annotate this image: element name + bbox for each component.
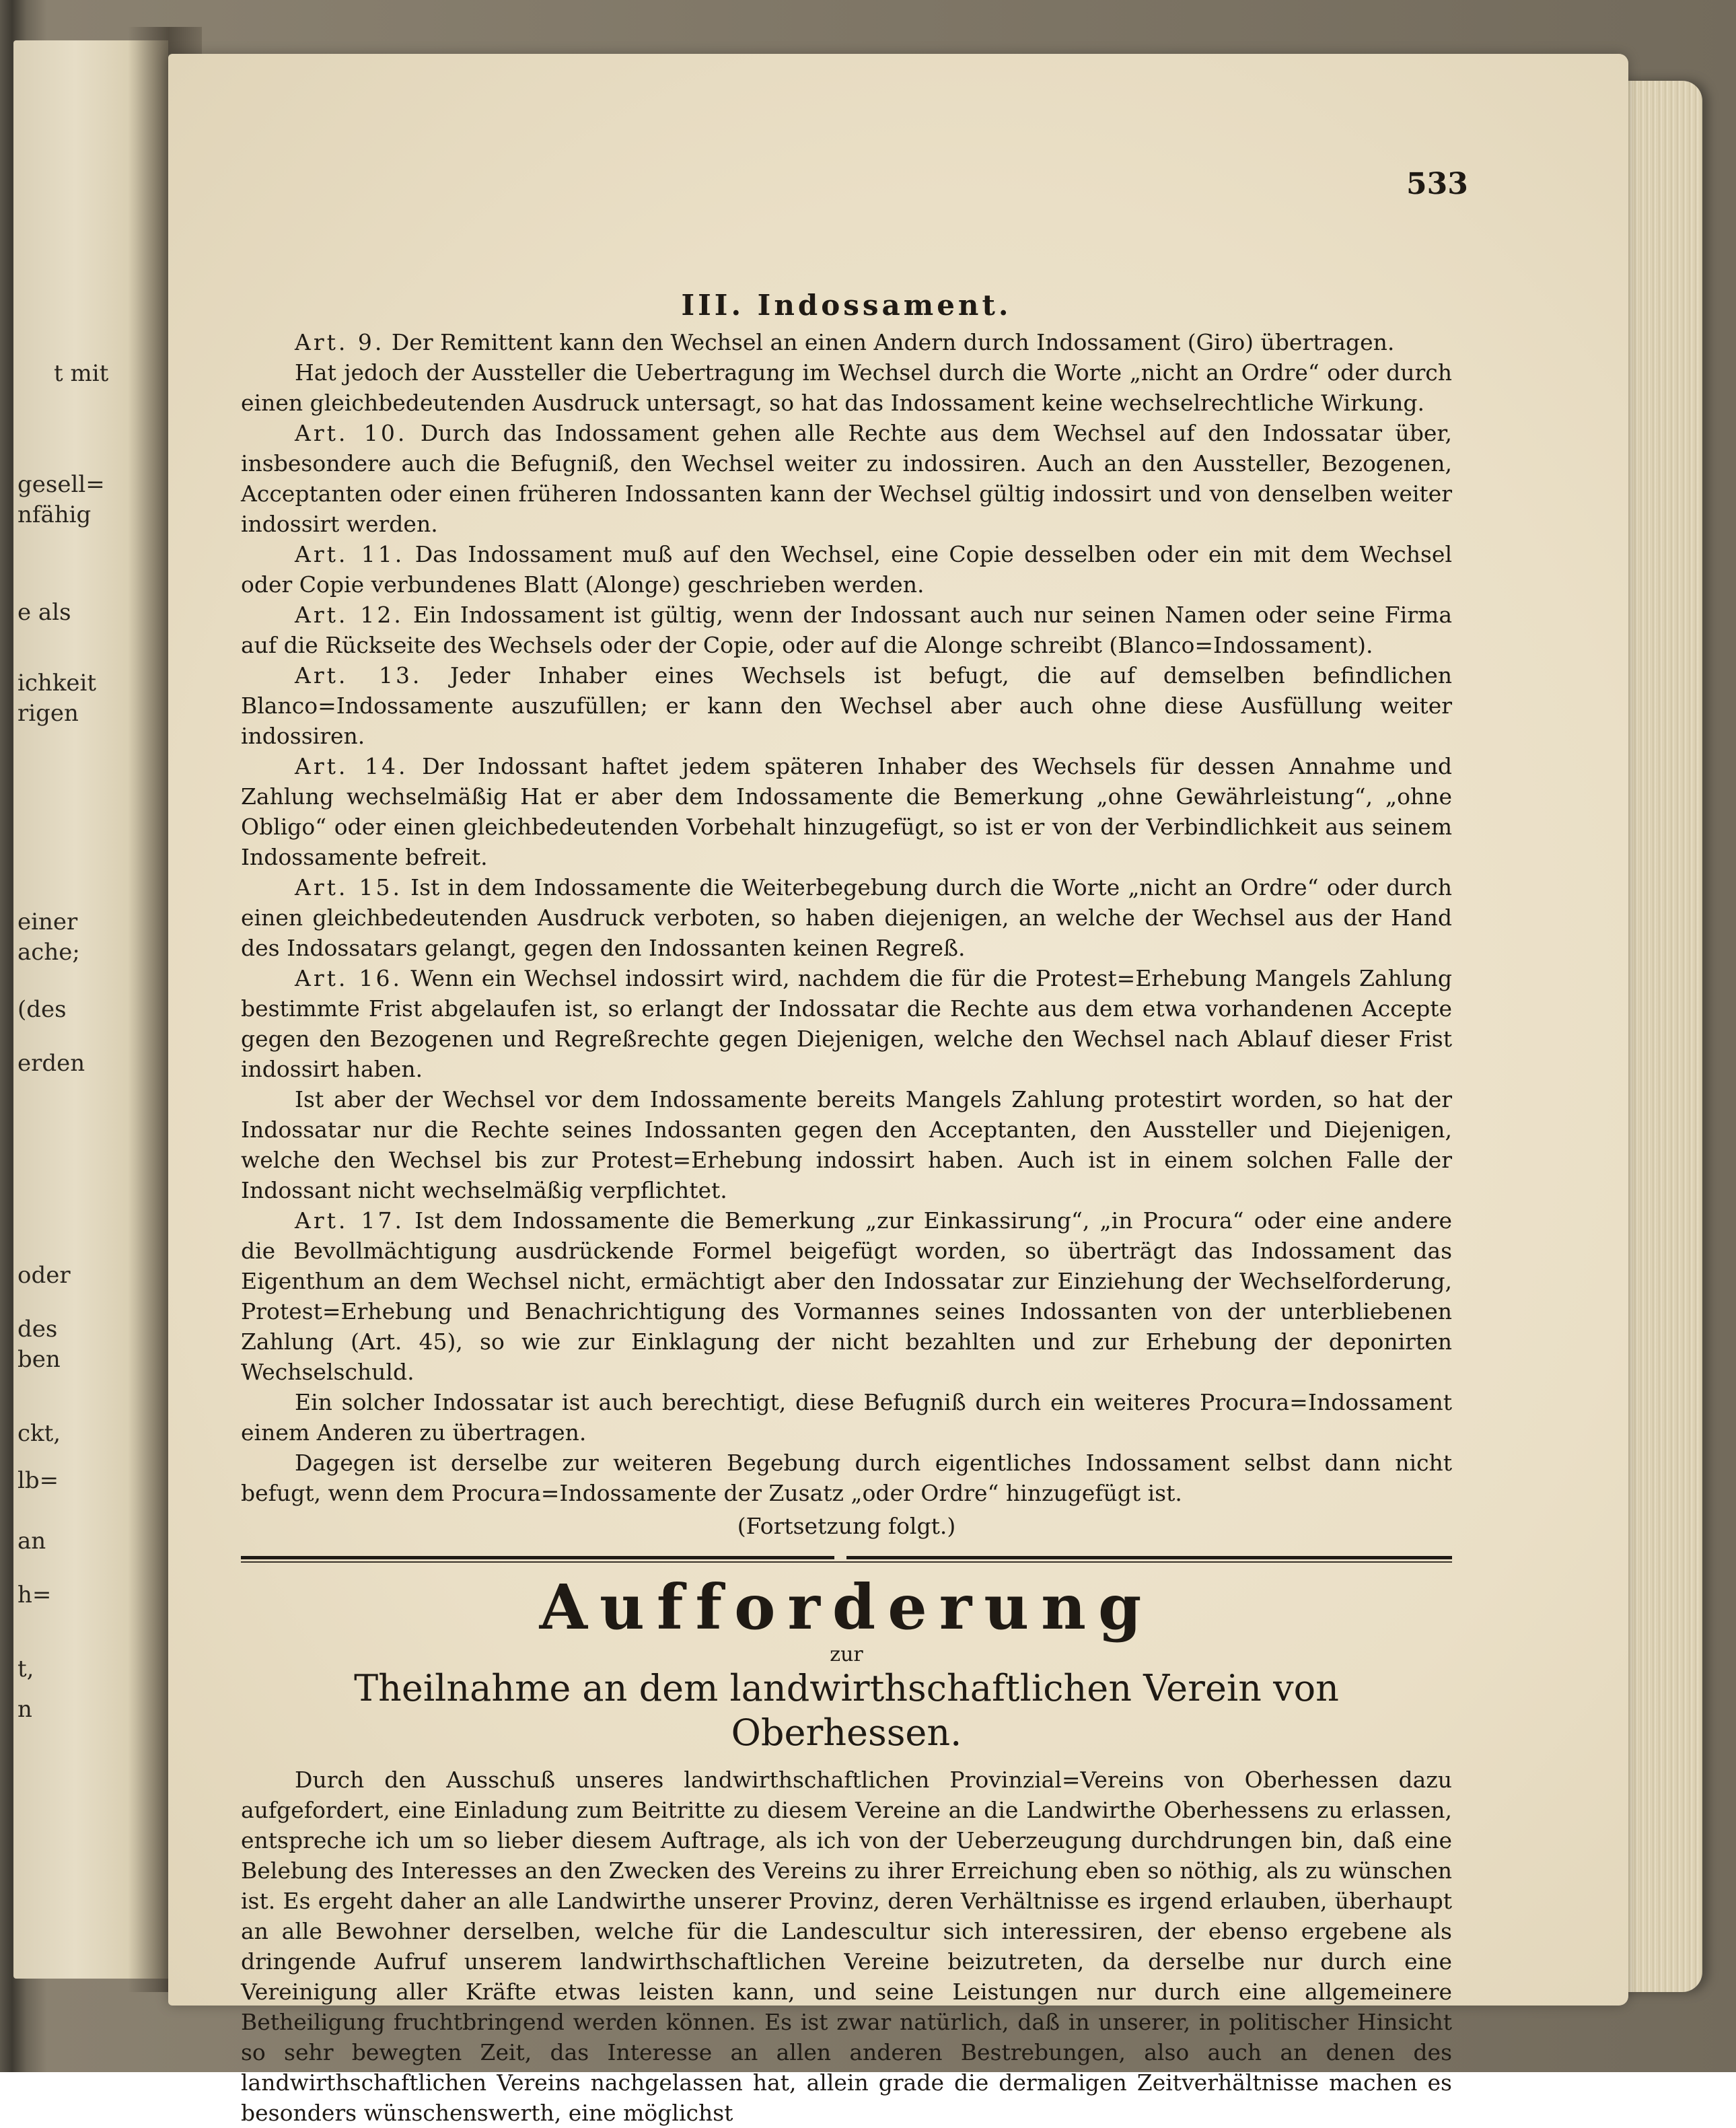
margin-fragment: an bbox=[17, 1528, 46, 1555]
article-paragraph bbox=[241, 357, 1452, 418]
margin-fragment: n bbox=[17, 1696, 32, 1723]
article-text: Ist in dem Indossamente die Weiterbegebung durch die Worte „nicht an Ordre“ oder durch einen gleichbedeutenden Ausdruck verboten, so haben diejenigen, an welche der Wechsel aus der Hand des Indossatars gelangt, gegen den Indossanten keinen Regreß. bbox=[241, 874, 1453, 961]
article-label: Art. 16. bbox=[295, 965, 403, 991]
section-body bbox=[241, 327, 1452, 1508]
margin-fragment: einer bbox=[17, 909, 78, 935]
article-paragraph bbox=[241, 660, 1452, 751]
announcement-body-text: Durch den Ausschuß unseres landwirthschaftlichen Provinzial=Vereins von Oberhessen dazu aufgefordert, eine Einladung zum Beitritte zu diesem Vereine an die Landwirthe Oberhessens zu erlassen, entspreche ich um so lieber diesem Auftrage, als ich von der Ueberzeugung durchdrungen bin, daß eine Belebung des Interesses an den Zwecken des Vereins zu ihrer Erreichung eben so nöthig, als zu wünschen ist. Es ergeht daher an alle Landwirthe unserer Provinz, deren Verhältnisse es irgend erlauben, überhaupt an alle Bewohner derselben, welche für die Landescultur sich interessiren, der ebenso ergebene als dringende Aufruf unserem landwirthschaftlichen Vereine beizutreten, da derselbe nur durch eine Vereinigung aller Kräfte etwas leisten kann, und seine Leistungen nur durch eine allgemeinere Betheiligung fruchtbringend werden können. Es ist zwar natürlich, daß in unserer, in politischer Hinsicht so sehr bewegten Zeit, das Interesse an allen anderen Bestrebungen, also auch an denen des landwirthschaftlichen Vereins nachgelassen hat, allein grade die dermaligen Zeitverhältnisse machen es besonders wünschenswerth, eine möglichst bbox=[241, 1767, 1452, 2126]
article-label: Art. 14. bbox=[295, 753, 408, 779]
article-text: Hat jedoch der Aussteller die Uebertragung im Wechsel durch die Worte „nicht an Ordre“ oder durch einen gleichbedeutenden Ausdruck untersagt, so hat das Indossament keine wechselrechtliche Wirkung. bbox=[241, 359, 1452, 416]
article-label: Art. 15. bbox=[295, 874, 402, 900]
section-heading: III. Indossament. bbox=[681, 289, 1012, 322]
margin-fragment: ckt, bbox=[17, 1420, 61, 1447]
page-number: 533 bbox=[1406, 167, 1468, 201]
article-text: Der Remittent kann den Wechsel an einen Andern durch Indossament (Giro) übertragen. bbox=[391, 329, 1395, 355]
margin-fragment: ben bbox=[17, 1346, 61, 1373]
article-label: Art. 9. bbox=[295, 329, 385, 355]
announcement-title: Aufforderung bbox=[539, 1571, 1154, 1643]
article-paragraph bbox=[241, 963, 1452, 1084]
article-paragraph bbox=[241, 1448, 1452, 1508]
article-text: Ist aber der Wechsel vor dem Indossamente bereits Mangels Zahlung protestirt worden, so hat der Indossatar nur die Rechte seines Indossanten gegen den Acceptanten, den Aussteller und Diejenigen, welche den Wechsel bis zur Protest=Erhebung indossirt haben. Auch ist in einem solchen Falle der Indossant nicht wechselmäßig verpflichtet. bbox=[241, 1086, 1452, 1203]
main-page bbox=[168, 54, 1628, 2126]
article-text: Dagegen ist derselbe zur weiteren Begebung durch eigentliches Indossament selbst dann nicht befugt, wenn dem Procura=Indossamente der Zusatz „oder Ordre“ hinzugefügt ist. bbox=[241, 1450, 1452, 1506]
article-text: Ein Indossament ist gültig, wenn der Indossant auch nur seinen Namen oder seine Firma auf die Rückseite des Wechsels oder der Copie, oder auf die Alonge schreibt (Blanco=Indossament). bbox=[241, 602, 1452, 658]
article-label: Art. 10. bbox=[295, 420, 408, 446]
margin-fragment: t, bbox=[17, 1656, 34, 1682]
article-text: Wenn ein Wechsel indossirt wird, nachdem die für die Protest=Erhebung Mangels Zahlung bestimmte Frist abgelaufen ist, so erlangt der Indossatar die Rechte aus dem etwa vorhandenen Accepte gegen den Bezogenen und Regreßrechte gegen Diejenigen, welche den Wechsel nach Ablauf dieser Frist indossirt haben. bbox=[241, 965, 1453, 1082]
article-label: Art. 11. bbox=[295, 541, 405, 567]
margin-fragment: oder bbox=[17, 1262, 71, 1289]
article-paragraph bbox=[241, 751, 1452, 872]
announcement-subtitle: Theilnahme an dem landwirthschaftlichen Verein von Oberhessen. bbox=[354, 1667, 1339, 1754]
article-text: Ist dem Indossamente die Bemerkung „zur Einkassirung“, „in Procura“ oder eine andere die Bevollmächtigung ausdrückende Formel beigefügt worden, so überträgt das Indossament das Eigenthum an dem Wechsel nicht, ermächtigt aber den Indossatar zur Einziehung der Wechselforderung, Protest=Erhebung und Benachrichtigung des Vormannes seines Indossanten von der unterbliebenen Zahlung (Art. 45), so wie zur Einklagung der nicht bezahlten und zur Erhebung der deponirten Wechselschuld. bbox=[241, 1207, 1453, 1385]
article-paragraph bbox=[241, 1084, 1452, 1205]
announcement-zur: zur bbox=[830, 1643, 863, 1666]
article-text: Jeder Inhaber eines Wechsels ist befugt, die auf demselben befindlichen Blanco=Indossamente auszufüllen; er kann den Wechsel aber auch ohne diese Ausfüllung weiter indossiren. bbox=[241, 662, 1453, 749]
article-paragraph bbox=[241, 600, 1452, 660]
margin-fragment: erden bbox=[17, 1050, 85, 1077]
article-paragraph bbox=[241, 327, 1452, 357]
margin-fragment: (des bbox=[17, 996, 67, 1023]
margin-fragment: des bbox=[17, 1316, 58, 1343]
divider-rule bbox=[241, 1556, 1452, 1563]
margin-fragment: rigen bbox=[17, 700, 79, 727]
article-paragraph bbox=[241, 1205, 1452, 1387]
margin-fragment: e als bbox=[17, 599, 71, 626]
article-paragraph bbox=[241, 872, 1452, 963]
continuation-note: (Fortsetzung folgt.) bbox=[737, 1513, 956, 1539]
article-label: Art. 13. bbox=[295, 662, 423, 688]
page-content bbox=[241, 158, 1452, 2128]
margin-fragment: gesell= bbox=[17, 471, 105, 498]
margin-fragment: lb= bbox=[17, 1467, 59, 1494]
article-text: Der Indossant haftet jedem späteren Inhaber des Wechsels für dessen Annahme und Zahlung wechselmäßig Hat er aber dem Indossamente die Bemerkung „ohne Gewährleistung“, „ohne Obligo“ oder einen gleichbedeutenden Vorbehalt hinzugefügt, so ist er von der Verbindlichkeit aus seinem Indossamente befreit. bbox=[241, 753, 1452, 870]
margin-fragment: ache; bbox=[17, 939, 80, 966]
margin-fragment: h= bbox=[17, 1582, 52, 1608]
article-text: Durch das Indossament gehen alle Rechte aus dem Wechsel auf den Indossatar über, insbesondere auch die Befugniß, den Wechsel weiter zu indossiren. Auch an den Aussteller, Bezogenen, Acceptanten oder einen früheren Indossanten kann der Wechsel gültig indossirt und von denselben weiter indossirt werden. bbox=[241, 420, 1453, 537]
announcement-body bbox=[241, 1765, 1452, 2128]
article-paragraph bbox=[241, 1387, 1452, 1448]
article-text: Das Indossament muß auf den Wechsel, eine Copie desselben oder ein mit dem Wechsel oder Copie verbundenes Blatt (Alonge) geschrieben werden. bbox=[241, 541, 1453, 598]
article-paragraph bbox=[241, 539, 1452, 600]
article-text: Ein solcher Indossatar ist auch berechtigt, diese Befugniß durch ein weiteres Procura=Indossament einem Anderen zu übertragen. bbox=[241, 1389, 1452, 1446]
article-label: Art. 12. bbox=[295, 602, 404, 628]
article-paragraph bbox=[241, 418, 1452, 539]
margin-fragment: t mit bbox=[54, 360, 109, 387]
article-label: Art. 17. bbox=[295, 1207, 404, 1234]
margin-fragment: ichkeit bbox=[17, 670, 97, 697]
margin-fragment: nfähig bbox=[17, 501, 92, 528]
